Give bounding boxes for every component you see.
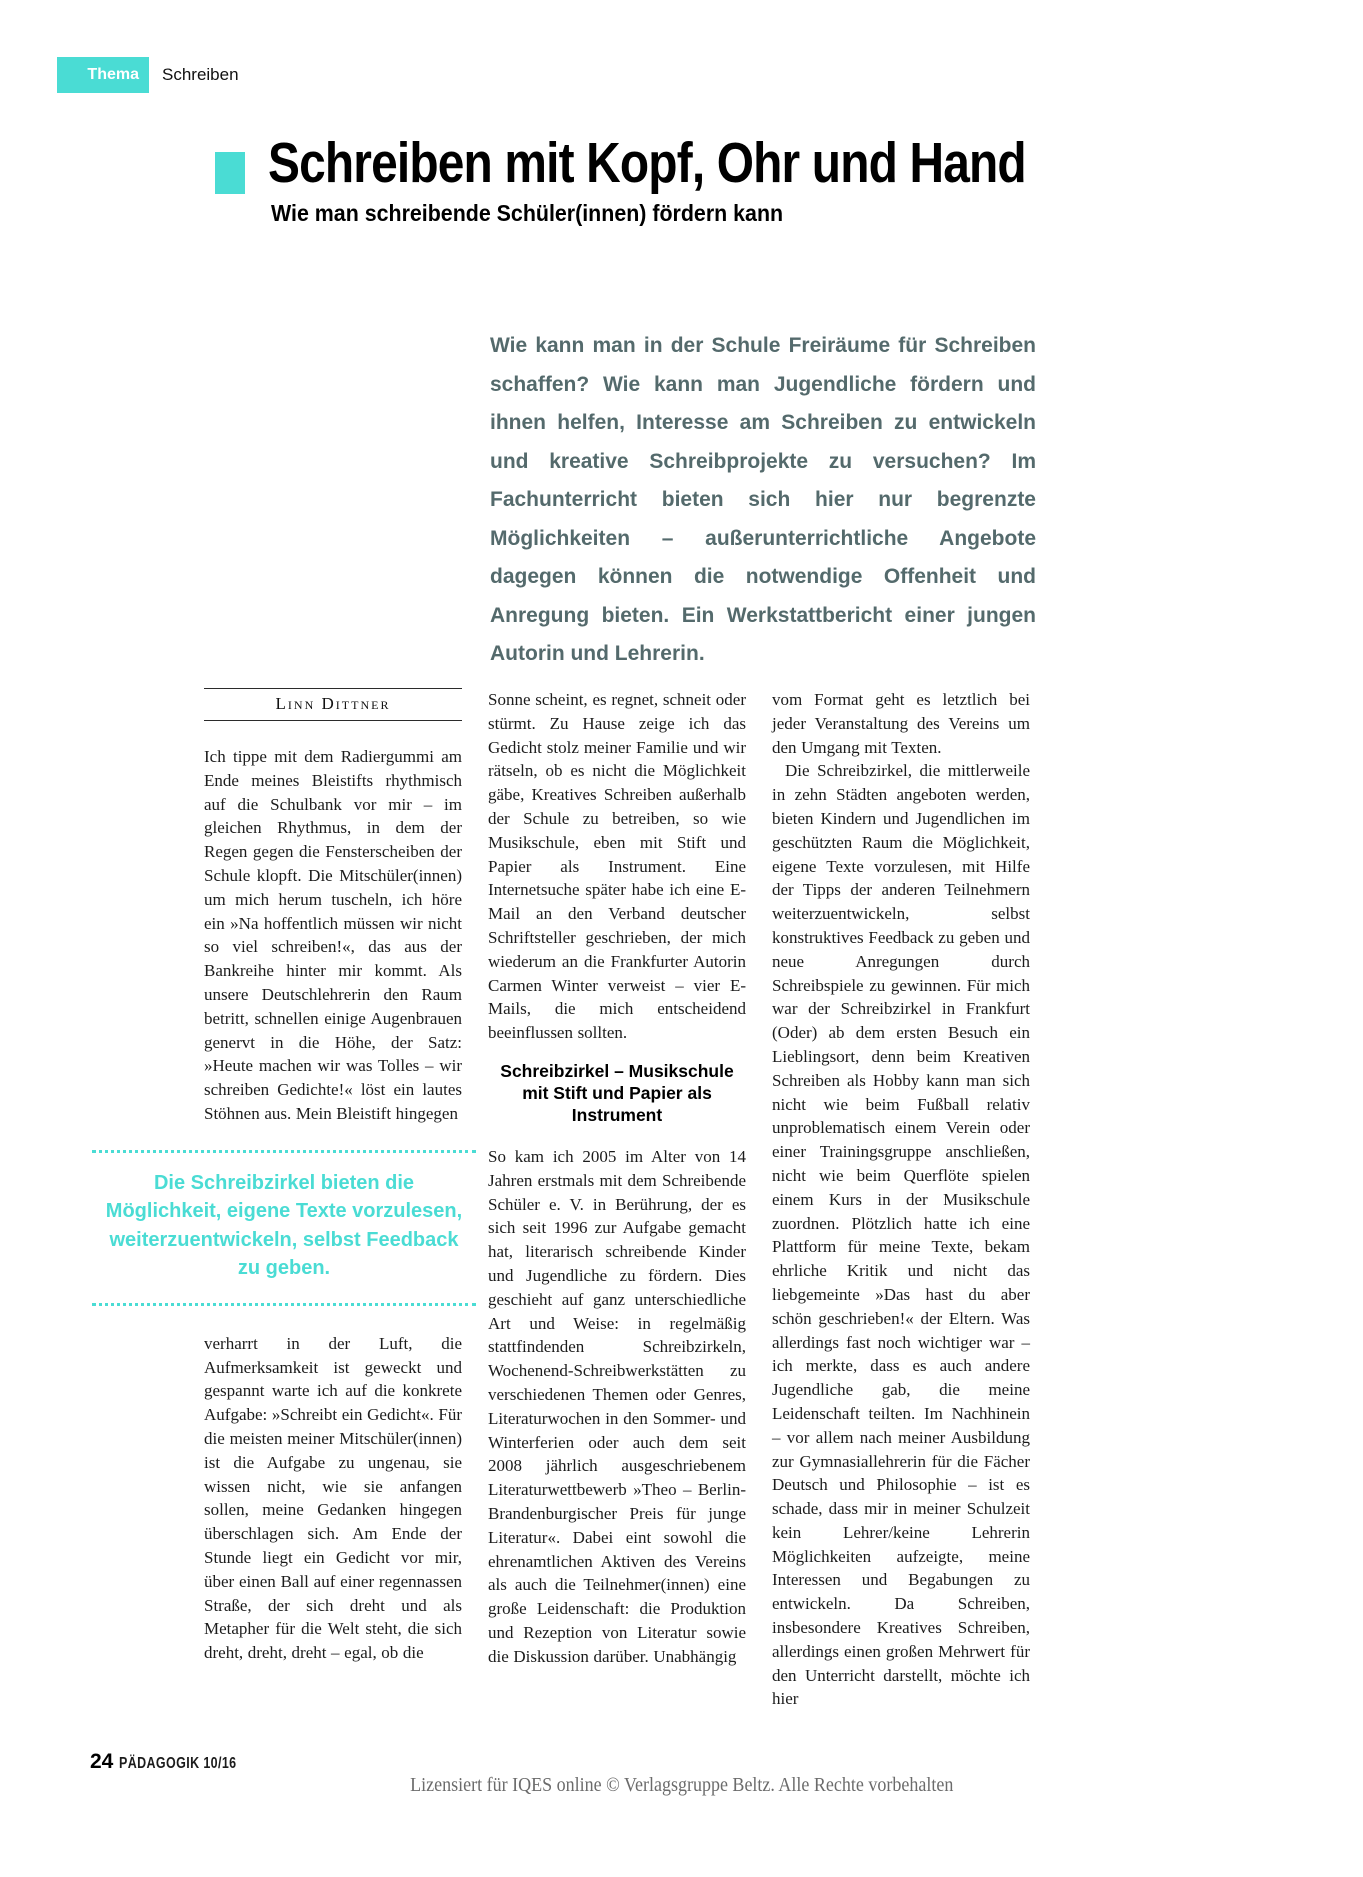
- column-3: [772, 688, 1030, 1711]
- page-number: 24: [90, 1750, 114, 1773]
- journal-name-text: PÄDAGOGIK 10/16: [119, 1755, 237, 1772]
- article-subtitle-text: Wie man schreibende Schüler(innen) fördern kann: [271, 200, 784, 226]
- article-subtitle: [271, 200, 822, 227]
- paragraph: So kam ich 2005 im Alter von 14 Jahren erstmals mit dem Schreibende Schüler e. V. in Berührung, der es sich seit 1996 zur Aufgabe gemacht hat, literarisch schreibende Kinder und Jugendliche zu fördern. Dies geschieht auf ganz unterschiedliche Art und Weise: in regelmäßig stattfindenden Schreibzirkeln, Wochenend-Schreibwerkstätten zu verschiedenen Themen oder Genres, Literaturwochen in den Sommer- und Winterferien oder auch dem seit 2008 jährlich ausgeschriebenem Literaturwettbewerb »Theo – Berlin-Brandenburgischer Preis für junge Literatur«. Dabei eint sowohl die ehrenamtlichen Aktiven des Vereins als auch die Teilnehmer(innen) eine große Leidenschaft: die Produktion und Rezeption von Literatur sowie die Diskussion darüber. Unabhängig: [488, 1146, 746, 1666]
- paragraph: verharrt in der Luft, die Aufmerksamkeit ist geweckt und gespannt warte ich auf die konkrete Aufgabe: »Schreibt ein Gedicht«. Für die meisten meiner Mitschüler(innen) ist die Aufgabe zu ungenau, sie wissen nicht, wie sie anfangen sollen, meine Gedanken hingegen überschlagen sich. Am Ende der Stunde liegt ein Gedicht vor mir, über einen Ball auf einer regennassen Straße, der sich dreht und als Metapher für die Welt steht, die sich dreht, dreht, dreht – egal, ob die: [204, 1333, 462, 1663]
- article-lead: Wie kann man in der Schule Freiräume für Schreiben schaffen? Wie kann man Jugendliche fördern und ihnen helfen, Interesse am Schreiben zu entwickeln und kreative Schreibprojekte zu versuchen? Im Fachunterricht bieten sich hier nur begrenzte Möglichkeiten – außerunterrichtliche Angebote dagegen können die notwendige Offenheit und Anregung bieten. Ein Werkstattbericht einer jungen Autorin und Lehrerin.: [490, 334, 1036, 665]
- section-heading: Schreibzirkel – Musikschule mit Stift und Papier als Instrument: [500, 1060, 734, 1125]
- license-line: [0, 1774, 1363, 1797]
- pull-quote: Die Schreibzirkel bieten die Möglichkeit, eigene Texte vorzulesen, weiterzuentwickeln, selbst Feedback zu geben.: [92, 1150, 476, 1306]
- article-title: [268, 130, 1170, 196]
- journal-name: [119, 1755, 270, 1773]
- article-body: [105, 688, 1030, 1711]
- author-byline: Linn Dittner: [204, 688, 462, 721]
- paragraph: vom Format geht es letztlich bei jeder Veranstaltung des Vereins um den Umgang mit Texten.: [772, 690, 1030, 757]
- column-1: [105, 688, 463, 1711]
- topic-header: [57, 57, 239, 93]
- paragraph: Die Schreibzirkel, die mittlerweile in zehn Städten angeboten werden, bieten Kindern und Jugendlichen im geschützten Raum die Möglichkeit, eigene Texte vorzulesen, mit Hilfe der Tipps der anderen Teilnehmern weiterzuentwickeln, selbst konstruktives Feedback zu geben und neue Anregungen durch Schreibspiele zu gewinnen. Für mich war der Schreibzirkel in Frankfurt (Oder) ab dem ersten Besuch ein Lieblingsort, denn beim Kreativen Schreiben als Hobby kann man sich nicht wie beim Fußball relativ unproblematisch einem Verein oder einer Trainingsgruppe anschließen, nicht wie beim Querflöte spielen einem Kurs in der Musikschule zuordnen. Plötzlich hatte ich eine Plattform für meine Texte, bekam ehrliche Kritik und nicht das liebgemeinte »Das hast du aber schön geschrieben!« der Eltern. Was allerdings fast noch wichtiger war – ich merkte, dass es auch andere Jugendliche gab, die meine Leidenschaft teilten. Im Nachhinein – vor allem nach meiner Ausbildung zur Gymnasiallehrerin für die Fächer Deutsch und Philosophie – ist es schade, dass mir in meiner Schulzeit kein Lehrer/keine Lehrerin Möglichkeiten aufzeigte, meine Interessen und Begabungen zu entwickeln. Da Schreiben, insbesondere Kreatives Schreiben, allerdings einen großen Mehrwert für den Unterricht darstellt, möchte ich hier: [772, 761, 1030, 1709]
- topic-label: Schreiben: [162, 65, 239, 84]
- page-folio: [90, 1750, 270, 1774]
- paragraph: Sonne scheint, es regnet, schneit oder stürmt. Zu Hause zeige ich das Gedicht stolz meiner Familie und wir rätseln, ob es nicht die Möglichkeit gäbe, Kreatives Schreiben außerhalb der Schule zu betreiben, so wie Musikschule, eben mit Stift und Papier als Instrument. Eine Internetsuche später habe ich eine E-Mail an den Verband deutscher Schriftsteller geschrieben, der mich wiederum an die Frankfurter Autorin Carmen Winter verweist – vier E-Mails, die mich entscheidend beeinflussen sollten.: [488, 690, 746, 1043]
- paragraph: Ich tippe mit dem Radiergummi am Ende meines Bleistifts rhythmisch auf die Schulbank vor mir – im gleichen Rhythmus, in dem der Regen gegen die Fensterscheiben der Schule klopft. Die Mitschüler(innen) um mich herum tuscheln, ich höre ein »Na hoffentlich müssen wir nicht so viel schreiben!«, das aus der Bankreihe hinter mir kommt. Als unsere Deutschlehrerin den Raum betritt, schnellen einige Augenbrauen genervt in die Höhe, der Satz: »Heute machen wir was Tolles – wir schreiben Gedichte!« löst ein lautes Stöhnen aus. Mein Bleistift hingegen: [204, 747, 462, 1123]
- license-text: Lizensiert für IQES online © Verlagsgruppe Beltz. Alle Rechte vorbehalten: [409, 1774, 954, 1796]
- column-2: [488, 688, 746, 1711]
- article-title-text: Schreiben mit Kopf, Ohr und Hand: [268, 131, 1026, 195]
- thema-badge: Thema: [57, 57, 149, 93]
- title-marker-square: [215, 152, 245, 194]
